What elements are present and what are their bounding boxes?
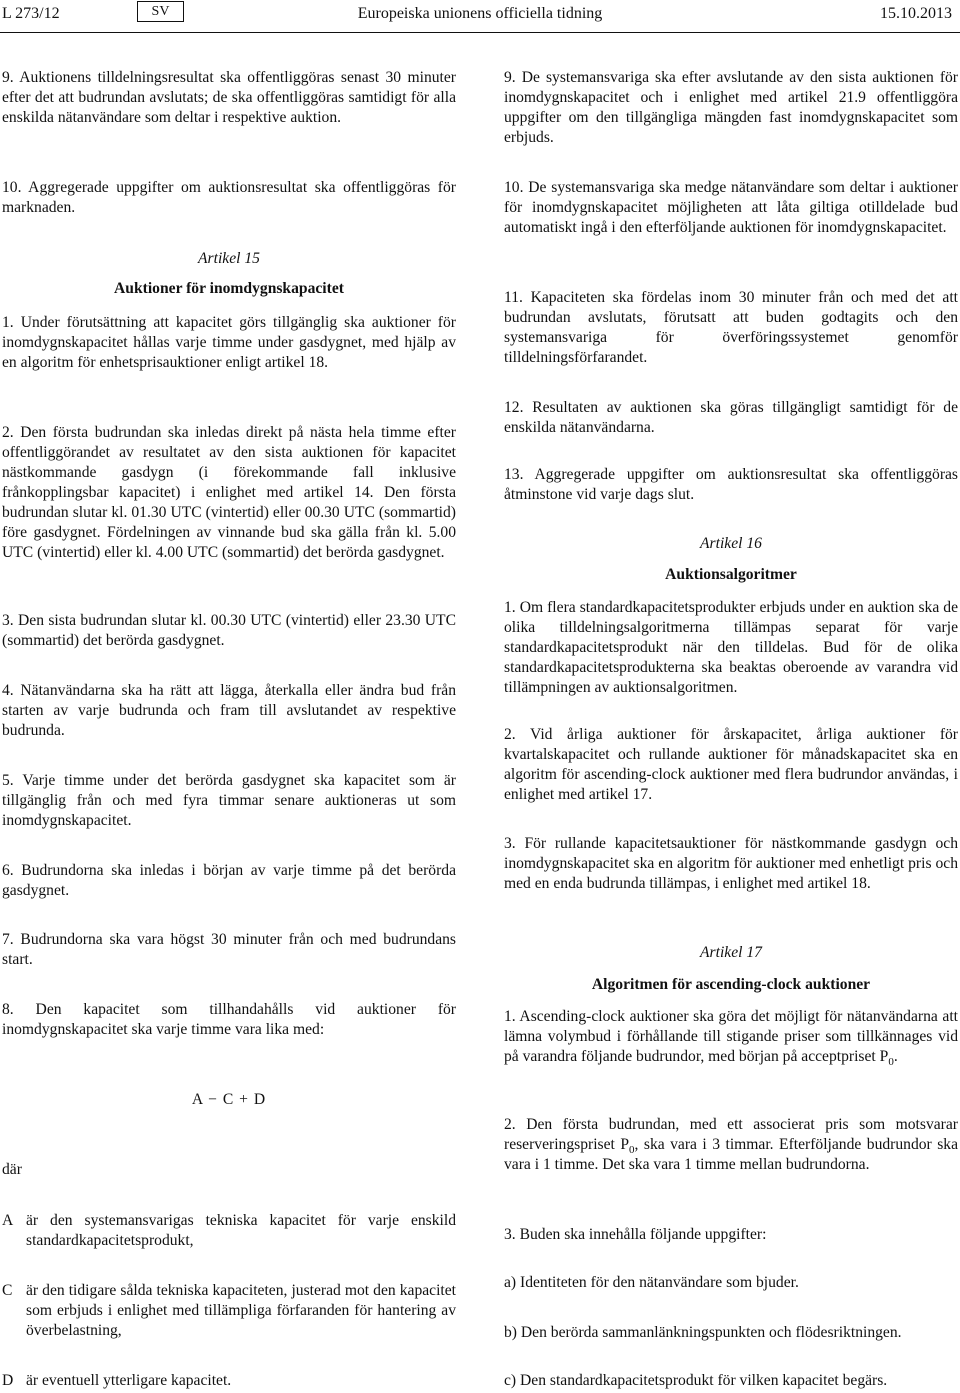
definition-d xyxy=(2,1371,456,1391)
article-15-paragraph-4: 4. Nätanvändarna ska ha rätt att lägga, återkalla eller ändra bud från starten av varje budrunda och fram till avslutandet av respektive budrunda. xyxy=(2,682,456,739)
definition-a xyxy=(2,1211,456,1251)
article-15-paragraph-5: 5. Varje timme under det berörda gasdygnet ska kapacitet som är tillgänglig från och med fyra timmar senare auktioneras ut som inomdygnskapacitet. xyxy=(2,772,456,829)
left-column xyxy=(2,0,456,1393)
article-17-label: Artikel 17 xyxy=(700,944,762,961)
where-label: där xyxy=(2,1161,22,1178)
article-16-label: Artikel 16 xyxy=(700,535,762,552)
article-17-item-c: c) Den standardkapacitetsprodukt för vilken kapacitet begärs. xyxy=(504,1372,888,1389)
article-17-item-a: a) Identiteten för den nätanvändare som bjuder. xyxy=(504,1274,799,1291)
publication-date: 15.10.2013 xyxy=(880,5,952,22)
article-15-title: Auktioner för inomdygnskapacitet xyxy=(114,280,344,297)
article-17-item-b: b) Den berörda sammanlänkningspunkten och flödesriktningen. xyxy=(504,1324,902,1341)
article-17-paragraph-1-end: . xyxy=(893,1048,898,1065)
definition-a-text: är den systemansvarigas tekniska kapacitet för varje enskild standardkapacitetsprodukt, xyxy=(26,1212,456,1249)
right-paragraph-13: 13. Aggregerade uppgifter om auktionsresultat ska offentliggöras åtminstone vid varje dags slut. xyxy=(504,466,958,503)
price-subscript-2: 0 xyxy=(629,1144,635,1157)
article-16-title: Auktionsalgoritmer xyxy=(665,566,797,583)
article-15-paragraph-8: 8. Den kapacitet som tillhandahålls vid auktioner för inomdygnskapacitet ska varje timme vara lika med: xyxy=(2,1001,456,1038)
article-17-paragraph-1-text: 1. Ascending-clock auktioner ska göra det möjligt för nätanvändarna att lämna volymbud i förhållande till stigande priser som tillkännages vid på varandra följande budrundor, med början på acceptpriset P xyxy=(504,1008,958,1065)
article-17-paragraph-3: 3. Buden ska innehålla följande uppgifter: xyxy=(504,1226,767,1243)
article-15-paragraph-7: 7. Budrundorna ska vara högst 30 minuter från och med budrundans start. xyxy=(2,931,456,968)
price-subscript: 0 xyxy=(888,1056,894,1069)
right-paragraph-9: 9. De systemansvariga ska efter avslutande av den sista auktionen för inomdygnskapacitet och i enlighet med artikel 21.9 offentliggöra uppgifter om den tillgängliga mängden fast inomdygnskapacitet som erbjuds. xyxy=(504,69,958,146)
article-15-paragraph-1: 1. Under förutsättning att kapacitet görs tillgänglig ska auktioner för inomdygnskapacitet hållas varje timme under gasdygnet, med hjälp av en algoritm för enhetsprisauktioner enligt artikel 18. xyxy=(2,314,456,371)
article-17-paragraph-2-text-b: , ska vara i 3 timmar. Efterföljande budrundor ska vara i 1 timme. Det ska vara 1 timme mellan budrundorna. xyxy=(504,1136,958,1173)
article-15-paragraph-3: 3. Den sista budrundan slutar kl. 00.30 UTC (vintertid) eller 23.30 UTC (sommartid) det berörda gasdygnet. xyxy=(2,612,456,649)
article-17-title: Algoritmen för ascending-clock auktioner xyxy=(591,976,871,993)
definition-c-text: är den tidigare sålda tekniska kapaciteten, justerad mot den kapacitet som erbjuds i enlighet med tillämpliga förfaranden för hantering av överbelastning, xyxy=(26,1282,456,1339)
paragraph-9: 9. Auktionens tilldelningsresultat ska offentliggöras senast 30 minuter efter det att budrundan avslutats; de ska offentliggöras samtidigt för alla enskilda nätanvändare som deltar i respektive auktion. xyxy=(2,69,456,126)
article-17-paragraph-1 xyxy=(504,1007,958,1067)
page-reference: L 273/12 xyxy=(2,5,60,22)
capacity-formula: A − C + D xyxy=(191,1091,267,1108)
right-paragraph-12: 12. Resultaten av auktionen ska göras tillgängligt samtidigt för de enskilda nätanvändarna. xyxy=(504,399,958,436)
right-paragraph-11: 11. Kapaciteten ska fördelas inom 30 minuter från och med det att budrundan avslutats, förutsatt att buden godtagits och den systemansvariga för överföringssystemet genomför tilldelningsförfarandet. xyxy=(504,289,958,366)
definition-d-symbol: D xyxy=(2,1372,14,1389)
language-badge: SV xyxy=(137,1,184,22)
right-column xyxy=(504,0,958,1393)
right-paragraph-10: 10. De systemansvariga ska medge nätanvändare som deltar i auktioner för inomdygnskapacitet möjligheten att låta giltiga otilldelade bud automatiskt ingå i den efterföljande auktionen för inomdygnskapacitet. xyxy=(504,179,958,236)
definition-a-symbol: A xyxy=(2,1212,14,1229)
definition-c xyxy=(2,1281,456,1341)
definition-d-text: är eventuell ytterligare kapacitet. xyxy=(26,1372,232,1389)
article-15-label: Artikel 15 xyxy=(198,250,260,267)
article-17-paragraph-2 xyxy=(504,1115,958,1175)
article-17-paragraph-2-text-a: 2. Den första budrundan, med ett associerat pris som motsvarar reserveringspriset P xyxy=(504,1116,958,1153)
article-15-paragraph-2: 2. Den första budrundan ska inledas direkt på nästa hela timme efter offentliggörandet av resultatet av den sista auktionen för kapacitet nästkommande gasdygn (i förekommande fall inklusive frånkopplingsbar kapacitet) i enlighet med artikel 14. Den första budrundan slutar kl. 01.30 UTC (vintertid) eller 00.30 UTC (sommartid) före gasdygnet. Fördelningen av vinnande bud ska gälla från kl. 5.00 UTC (vintertid) eller kl. 4.00 UTC (sommartid) det berörda gasdygnet. xyxy=(2,424,456,561)
definition-c-symbol: C xyxy=(2,1282,13,1299)
article-16-paragraph-3: 3. För rullande kapacitetsauktioner för nästkommande gasdygn och inomdygnskapacitet ska en algoritm för auktioner med enhetligt pris och med en enda budrunda tillämpas, i enlighet med artikel 18. xyxy=(504,835,958,892)
journal-title: Europeiska unionens officiella tidning xyxy=(357,5,603,22)
article-15-paragraph-6: 6. Budrundorna ska inledas i början av varje timme på det berörda gasdygnet. xyxy=(2,862,456,899)
paragraph-10: 10. Aggregerade uppgifter om auktionsresultat ska offentliggöras för marknaden. xyxy=(2,179,456,216)
article-16-paragraph-2: 2. Vid årliga auktioner för årskapacitet, årliga auktioner för kvartalskapacitet och rullande auktioner för månadskapacitet ska en algoritm för ascending-clock auktioner med flera budrundor användas, i enlighet med artikel 17. xyxy=(504,726,958,803)
article-16-paragraph-1: 1. Om flera standardkapacitetsprodukter erbjuds under en auktion ska de olika tilldelningsalgoritmerna tillämpas separat för varje standardkapacitetsprodukt när den tilldelas. Bud för de olika standardkapacitetsprodukterna ska beaktas oberoende av varandra vid tillämpningen av auktionsalgoritmen. xyxy=(504,599,958,696)
